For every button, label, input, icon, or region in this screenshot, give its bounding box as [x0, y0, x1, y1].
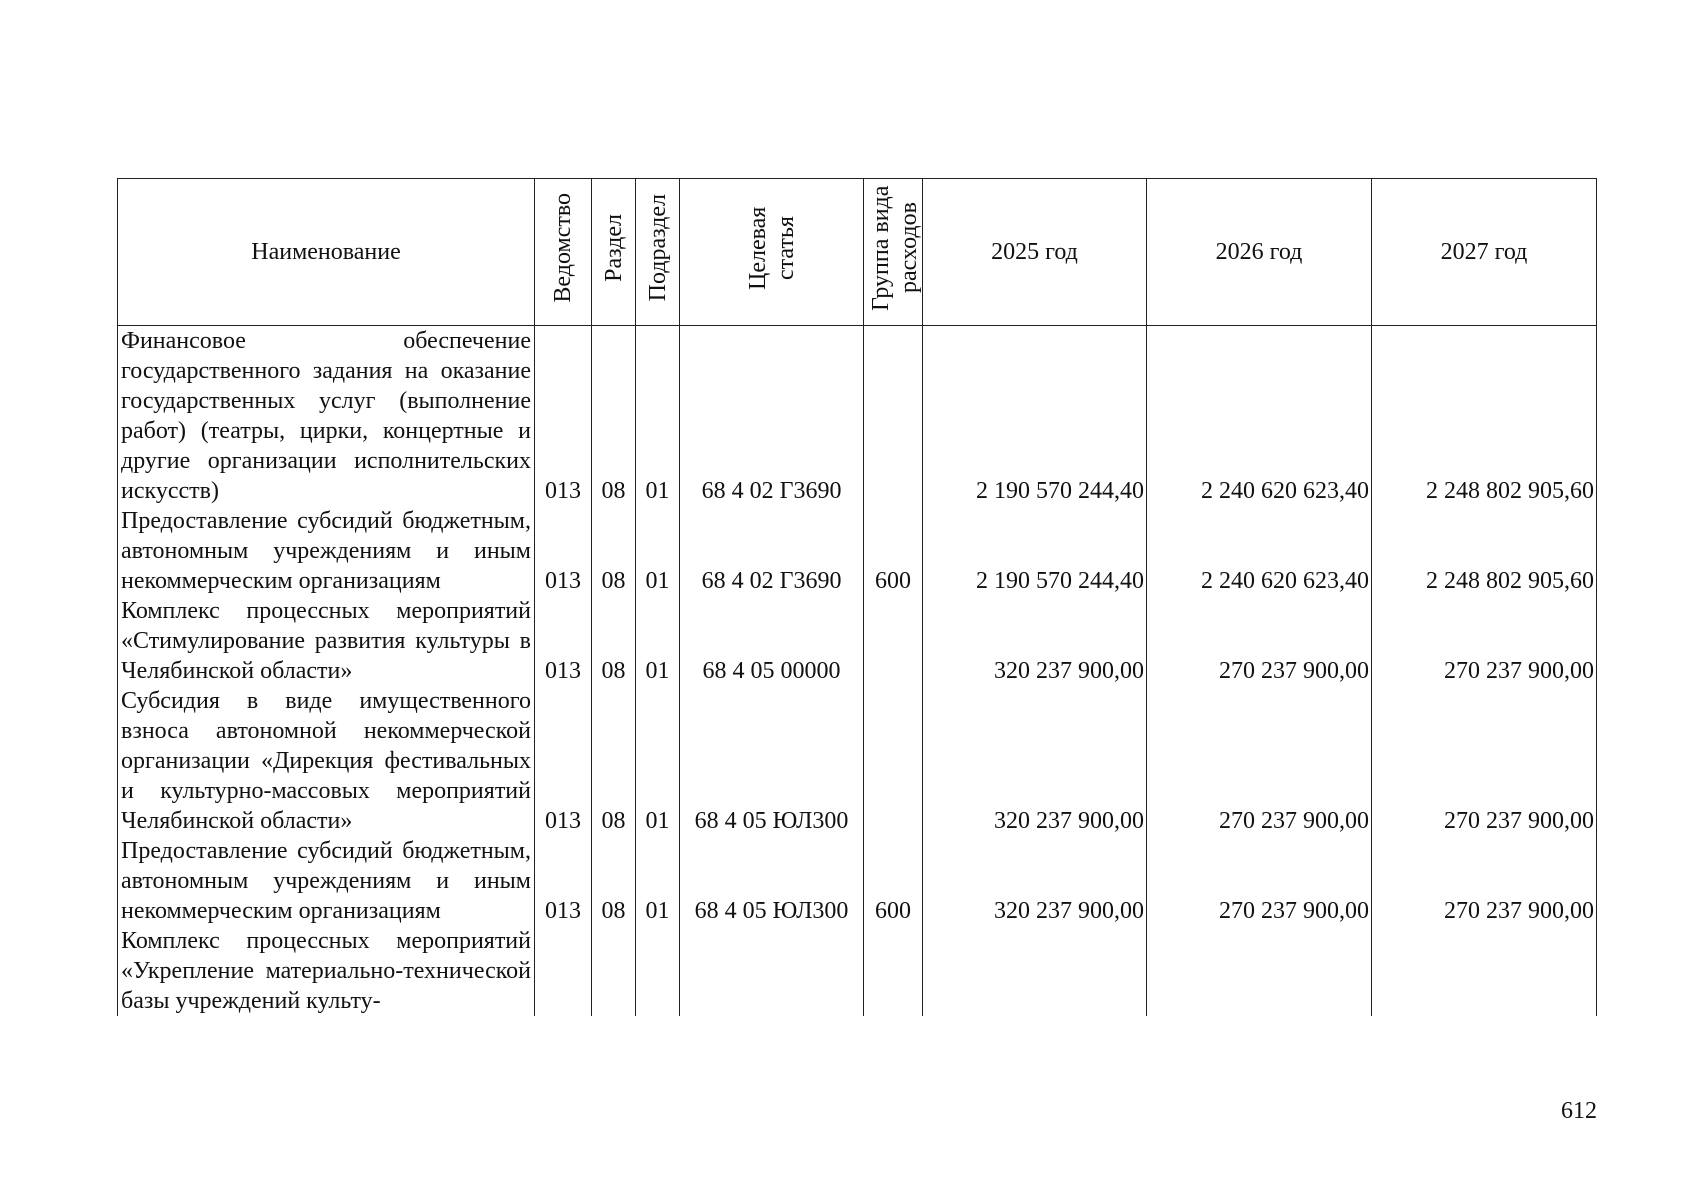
- row-name: Комплекс процессных мероприятий «Укрепление материально-технической базы учреждений культу-: [118, 926, 535, 1016]
- row-name: Финансовое обеспечение государственного задания на оказание государственных услуг (выполнение работ) (театры, цирки, концертные и другие организации исполнительских искусств): [118, 326, 535, 507]
- table-row: [118, 596, 1597, 686]
- table-row: [118, 686, 1597, 836]
- row-2027: [1372, 926, 1597, 1016]
- row-2026: [1147, 926, 1372, 1016]
- row-2027: 270 237 900,00: [1372, 836, 1597, 926]
- row-name: Предоставление субсидий бюджетным, автономным учреждениям и иным некоммерческим организациям: [118, 506, 535, 596]
- header-2026: 2026 год: [1147, 179, 1372, 326]
- row-razdel: 08: [592, 596, 636, 686]
- row-group: [864, 326, 923, 507]
- row-razdel: 08: [592, 506, 636, 596]
- row-podrazdel: 01: [636, 686, 680, 836]
- row-2025: 320 237 900,00: [923, 686, 1147, 836]
- header-vedomstvo: Ведомство: [535, 179, 592, 326]
- header-row: [118, 179, 1597, 326]
- row-name: Комплекс процессных мероприятий «Стимулирование развития культуры в Челябинской области»: [118, 596, 535, 686]
- row-vedomstvo: [535, 926, 592, 1016]
- table-row: [118, 326, 1597, 507]
- row-target: 68 4 05 ЮЛ300: [680, 836, 864, 926]
- row-podrazdel: 01: [636, 506, 680, 596]
- row-razdel: [592, 926, 636, 1016]
- row-2025: 2 190 570 244,40: [923, 506, 1147, 596]
- row-2025: 2 190 570 244,40: [923, 326, 1147, 507]
- header-name: Наименование: [118, 179, 535, 326]
- row-2026: 2 240 620 623,40: [1147, 506, 1372, 596]
- table-row: [118, 506, 1597, 596]
- row-target: 68 4 05 ЮЛ300: [680, 686, 864, 836]
- row-group: [864, 926, 923, 1016]
- row-name: Субсидия в виде имущественного взноса автономной некоммерческой организации «Дирекция фестивальных и культурно-массовых мероприятий Челябинской области»: [118, 686, 535, 836]
- row-podrazdel: 01: [636, 326, 680, 507]
- row-group: 600: [864, 506, 923, 596]
- row-2026: 270 237 900,00: [1147, 686, 1372, 836]
- row-2025: [923, 926, 1147, 1016]
- row-vedomstvo: 013: [535, 326, 592, 507]
- table-row: [118, 836, 1597, 926]
- row-group: 600: [864, 836, 923, 926]
- header-2025: 2025 год: [923, 179, 1147, 326]
- row-vedomstvo: 013: [535, 596, 592, 686]
- row-vedomstvo: 013: [535, 686, 592, 836]
- row-2027: 270 237 900,00: [1372, 596, 1597, 686]
- header-2027: 2027 год: [1372, 179, 1597, 326]
- row-razdel: 08: [592, 686, 636, 836]
- row-group: [864, 596, 923, 686]
- header-celevaya: Целевая статья: [680, 179, 864, 326]
- row-razdel: 08: [592, 836, 636, 926]
- row-target: 68 4 02 Г3690: [680, 326, 864, 507]
- row-target: 68 4 05 00000: [680, 596, 864, 686]
- row-vedomstvo: 013: [535, 836, 592, 926]
- header-razdel: Раздел: [592, 179, 636, 326]
- budget-table: [117, 178, 1597, 1016]
- row-podrazdel: 01: [636, 836, 680, 926]
- header-gruppa: Группа вида расходов: [864, 179, 923, 326]
- row-target: 68 4 02 Г3690: [680, 506, 864, 596]
- page-number: 612: [1561, 1098, 1597, 1124]
- row-2027: 2 248 802 905,60: [1372, 326, 1597, 507]
- row-2026: 270 237 900,00: [1147, 596, 1372, 686]
- header-podrazdel: Подраздел: [636, 179, 680, 326]
- row-2025: 320 237 900,00: [923, 836, 1147, 926]
- row-2027: 270 237 900,00: [1372, 686, 1597, 836]
- table-row: [118, 926, 1597, 1016]
- row-podrazdel: 01: [636, 596, 680, 686]
- row-2026: 270 237 900,00: [1147, 836, 1372, 926]
- row-name: Предоставление субсидий бюджетным, автономным учреждениям и иным некоммерческим организациям: [118, 836, 535, 926]
- row-2026: 2 240 620 623,40: [1147, 326, 1372, 507]
- row-vedomstvo: 013: [535, 506, 592, 596]
- row-razdel: 08: [592, 326, 636, 507]
- row-podrazdel: [636, 926, 680, 1016]
- row-group: [864, 686, 923, 836]
- row-2027: 2 248 802 905,60: [1372, 506, 1597, 596]
- row-target: [680, 926, 864, 1016]
- row-2025: 320 237 900,00: [923, 596, 1147, 686]
